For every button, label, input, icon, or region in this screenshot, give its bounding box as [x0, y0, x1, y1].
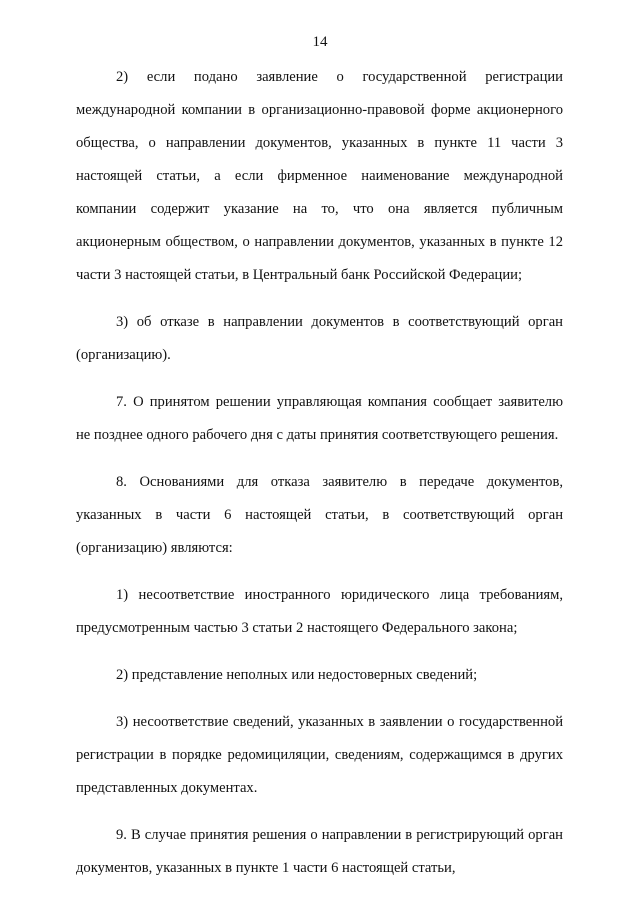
paragraph: 2) представление неполных или недостоверных сведений;	[116, 667, 478, 683]
paragraph: 1) несоответствие иностранного юридического лица требованиям, предусмотренным частью 3 статьи 2 настоящего Федерального закона;	[76, 587, 563, 636]
paragraph: 9. В случае принятия решения о направлении в регистрирующий орган документов, указанных в пункте 1 части 6 настоящей статьи,	[76, 827, 563, 876]
paragraph: 7. О принятом решении управляющая компания сообщает заявителю не позднее одного рабочего дня с даты принятия соответствующего решения.	[76, 394, 563, 443]
page-number: 14	[312, 34, 328, 50]
paragraph: 3) об отказе в направлении документов в соответствующий орган (организацию).	[76, 314, 563, 363]
document-body	[76, 61, 563, 899]
paragraph: 3) несоответствие сведений, указанных в заявлении о государственной регистрации в порядке редомициляции, сведениям, содержащимся в других представленных документах.	[76, 714, 563, 796]
paragraph: 2) если подано заявление о государственной регистрации международной компании в организационно-правовой форме акционерного общества, о направлении документов, указанных в пункте 11 части 3 настоящей статьи, а если фирменное наименование международной компании содержит указание на то, что она является публичным акционерным обществом, о направлении документов, указанных в пункте 12 части 3 настоящей статьи, в Центральный банк Российской Федерации;	[76, 69, 563, 283]
paragraph: 8. Основаниями для отказа заявителю в передаче документов, указанных в части 6 настоящей статьи, в соответствующий орган (организацию) являются:	[76, 474, 563, 556]
